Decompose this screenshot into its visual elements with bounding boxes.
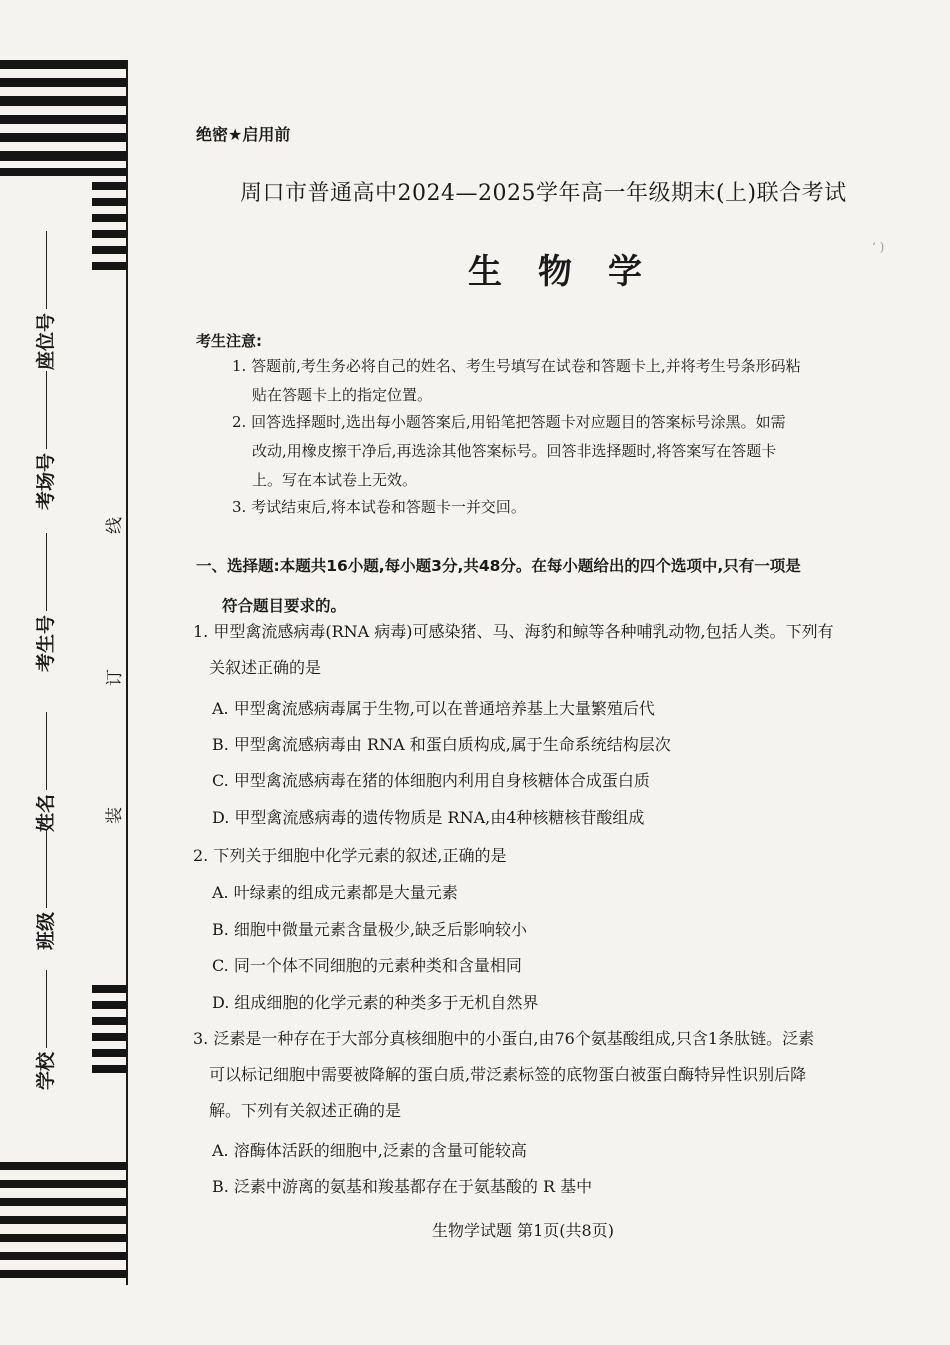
binding-margin xyxy=(0,0,135,1345)
question-1-stem xyxy=(193,614,923,686)
cut-mark-pack: 装 xyxy=(105,807,125,824)
notice-line: 2. 回答选择题时,选出每小题答案后,用铅笔把答题卡对应题目的答案标号涂黑。如需 xyxy=(232,413,786,431)
question-2-option-d: D. 组成细胞的化学元素的种类多于无机自然界 xyxy=(212,993,539,1012)
question-1-option-a: A. 甲型禽流感病毒属于生物,可以在普通培养基上大量繁殖后代 xyxy=(212,699,655,718)
notice-line: 改动,用橡皮擦干净后,再选涂其他答案标号。回答非选择题时,将答案写在答题卡 xyxy=(252,442,777,460)
question-2-option-c: C. 同一个体不同细胞的元素种类和含量相同 xyxy=(212,956,522,975)
seat-number-field[interactable]: 座位号 xyxy=(34,250,58,370)
school-field[interactable]: 学校 xyxy=(34,970,58,1090)
notice-item-2 xyxy=(232,408,922,495)
stem-line: 3. 泛素是一种存在于大部分真核细胞中的小蛋白,由76个氨基酸组成,只含1条肽链。泛素 xyxy=(193,1029,815,1048)
notice-line: 贴在答题卡上的指定位置。 xyxy=(252,386,433,404)
page-footer: 生物学试题 第1页(共8页) xyxy=(432,1221,614,1240)
question-1-option-b: B. 甲型禽流感病毒由 RNA 和蛋白质构成,属于生命系统结构层次 xyxy=(212,735,671,754)
question-3-stem xyxy=(193,1021,923,1129)
question-2-stem xyxy=(193,838,923,874)
question-1-option-c: C. 甲型禽流感病毒在猪的体细胞内利用自身核糖体合成蛋白质 xyxy=(212,771,650,790)
subject-title: 生物学 xyxy=(468,252,678,292)
confidential-label: 绝密★启用前 xyxy=(196,125,291,144)
stem-line: 2. 下列关于细胞中化学元素的叙述,正确的是 xyxy=(193,846,507,865)
scan-smudge: ‘ ) xyxy=(872,240,885,254)
question-3-option-b: B. 泛素中游离的氨基和羧基都存在于氨基酸的 R 基中 xyxy=(212,1177,593,1196)
notice-line: 上。写在本试卷上无效。 xyxy=(252,471,418,489)
question-3-option-a: A. 溶酶体活跃的细胞中,泛素的含量可能较高 xyxy=(212,1141,527,1160)
question-1-option-d: D. 甲型禽流感病毒的遗传物质是 RNA,由4种核糖核苷酸组成 xyxy=(212,808,645,827)
name-field[interactable]: 姓名 xyxy=(34,712,58,832)
class-field[interactable]: 班级 xyxy=(34,830,58,950)
stem-line: 可以标记细胞中需要被降解的蛋白质,带泛素标签的底物蛋白被蛋白酶特异性识别后降 xyxy=(209,1065,807,1084)
notice-title: 考生注意: xyxy=(196,332,262,350)
notice-line: 1. 答题前,考生务必将自己的姓名、考生号填写在试卷和答题卡上,并将考生号条形码粘 xyxy=(232,357,801,375)
stem-line: 1. 甲型禽流感病毒(RNA 病毒)可感染猪、马、海豹和鲸等各种哺乳动物,包括人类。下列有 xyxy=(193,622,834,641)
student-number-field[interactable]: 考生号 xyxy=(34,552,58,672)
cut-mark-line: 线 xyxy=(105,517,125,534)
exam-title: 周口市普通高中2024—2025学年高一年级期末(上)联合考试 xyxy=(240,181,847,206)
question-2-option-a: A. 叶绿素的组成元素都是大量元素 xyxy=(212,883,458,902)
notice-item-1 xyxy=(232,352,922,410)
stem-line: 解。下列有关叙述正确的是 xyxy=(209,1101,402,1120)
notice-item-3 xyxy=(232,493,922,522)
section-line-1: 一、选择题:本题共16小题,每小题3分,共48分。在每小题给出的四个选项中,只有一项是 xyxy=(196,557,801,575)
binding-line xyxy=(126,60,128,1285)
exam-room-field[interactable]: 考场号 xyxy=(34,390,58,510)
section-line-2: 符合题目要求的。 xyxy=(222,597,347,615)
question-2-option-b: B. 细胞中微量元素含量极少,缺乏后影响较小 xyxy=(212,920,528,939)
cut-mark-bind: 订 xyxy=(105,669,125,686)
notice-line: 3. 考试结束后,将本试卷和答题卡一并交回。 xyxy=(232,498,526,516)
stem-line: 关叙述正确的是 xyxy=(209,658,322,677)
